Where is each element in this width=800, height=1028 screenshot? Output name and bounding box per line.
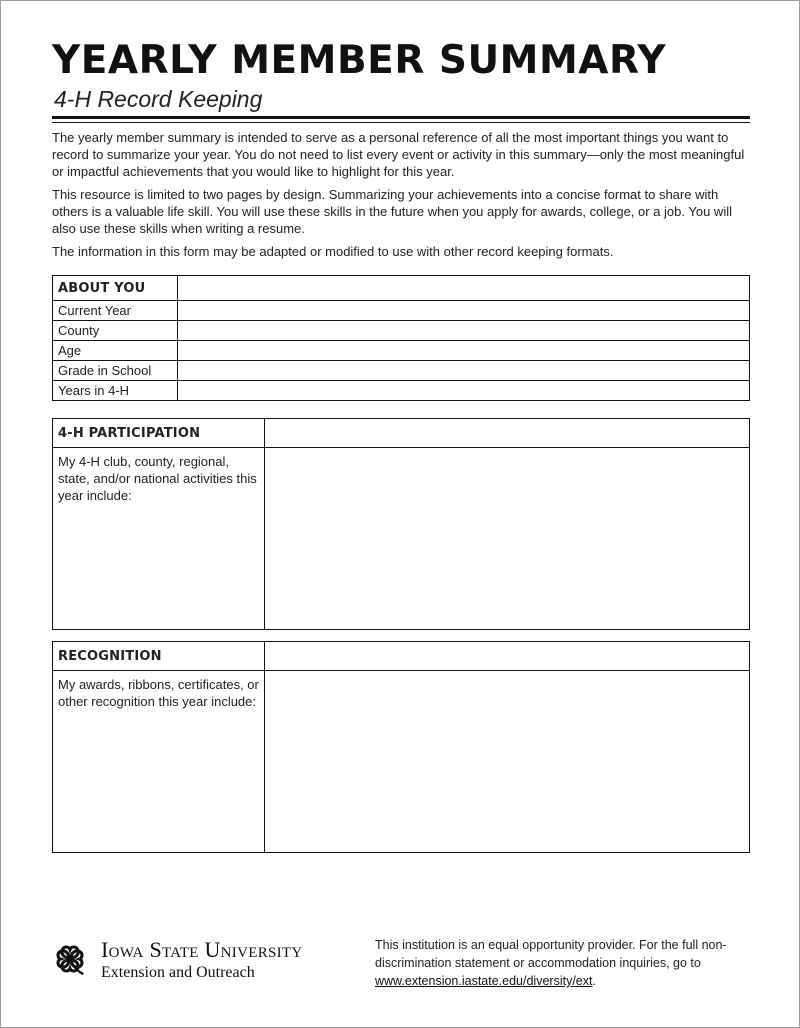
title-rule-thin bbox=[52, 122, 750, 123]
county-field[interactable] bbox=[178, 321, 750, 341]
participation-heading-field[interactable] bbox=[265, 419, 750, 448]
intro-paragraph-3: The information in this form may be adapted or modified to use with other record keeping formats. bbox=[52, 244, 614, 259]
participation-heading: 4-H PARTICIPATION bbox=[53, 419, 265, 448]
current-year-label: Current Year bbox=[53, 301, 178, 321]
intro-paragraph-1: The yearly member summary is intended to serve as a personal reference of all the most important things you want to record to summarize your year. You do not need to list every event or activity in this summary—only the most meaningful or impactful achievements that you would like to highlight for this year. bbox=[52, 130, 745, 179]
years-in-4h-field[interactable] bbox=[178, 381, 750, 401]
recognition-field[interactable] bbox=[265, 671, 750, 853]
age-label: Age bbox=[53, 341, 178, 361]
recognition-label: My awards, ribbons, certificates, or other recognition this year include: bbox=[53, 671, 265, 853]
page-title: YEARLY MEMBER SUMMARY bbox=[52, 38, 667, 83]
logo-university-name: Iowa State University bbox=[101, 937, 303, 962]
title-rule-thick bbox=[52, 116, 750, 119]
diversity-link[interactable]: www.extension.iastate.edu/diversity/ext bbox=[375, 974, 593, 988]
recognition-heading: RECOGNITION bbox=[53, 642, 265, 671]
isu-extension-logo bbox=[51, 936, 361, 986]
four-leaf-clover-icon bbox=[51, 940, 89, 978]
nondiscrimination-statement bbox=[375, 936, 755, 990]
intro-text bbox=[52, 129, 756, 266]
years-in-4h-label: Years in 4-H bbox=[53, 381, 178, 401]
about-you-heading: ABOUT YOU bbox=[53, 276, 178, 301]
age-field[interactable] bbox=[178, 341, 750, 361]
recognition-heading-field[interactable] bbox=[265, 642, 750, 671]
about-you-table bbox=[52, 275, 750, 401]
county-label: County bbox=[53, 321, 178, 341]
logo-extension-text: Extension and Outreach bbox=[101, 964, 255, 981]
current-year-field[interactable] bbox=[178, 301, 750, 321]
intro-paragraph-2: This resource is limited to two pages by design. Summarizing your achievements into a concise format to share with others is a valuable life skill. You will use these skills in the future when you apply for awards, college, or a job. You will also use these skills when writing a resume. bbox=[52, 187, 732, 236]
participation-label: My 4-H club, county, regional, state, and/or national activities this year include: bbox=[53, 448, 265, 630]
recognition-table bbox=[52, 641, 750, 853]
grade-in-school-field[interactable] bbox=[178, 361, 750, 381]
participation-field[interactable] bbox=[265, 448, 750, 630]
page-subtitle: 4-H Record Keeping bbox=[54, 86, 263, 112]
participation-table bbox=[52, 418, 750, 630]
statement-period: . bbox=[592, 974, 596, 988]
about-you-heading-field[interactable] bbox=[178, 276, 750, 301]
grade-in-school-label: Grade in School bbox=[53, 361, 178, 381]
statement-text: This institution is an equal opportunity provider. For the full non-discrimination statement or accommodation inquiries, go to bbox=[375, 938, 727, 970]
